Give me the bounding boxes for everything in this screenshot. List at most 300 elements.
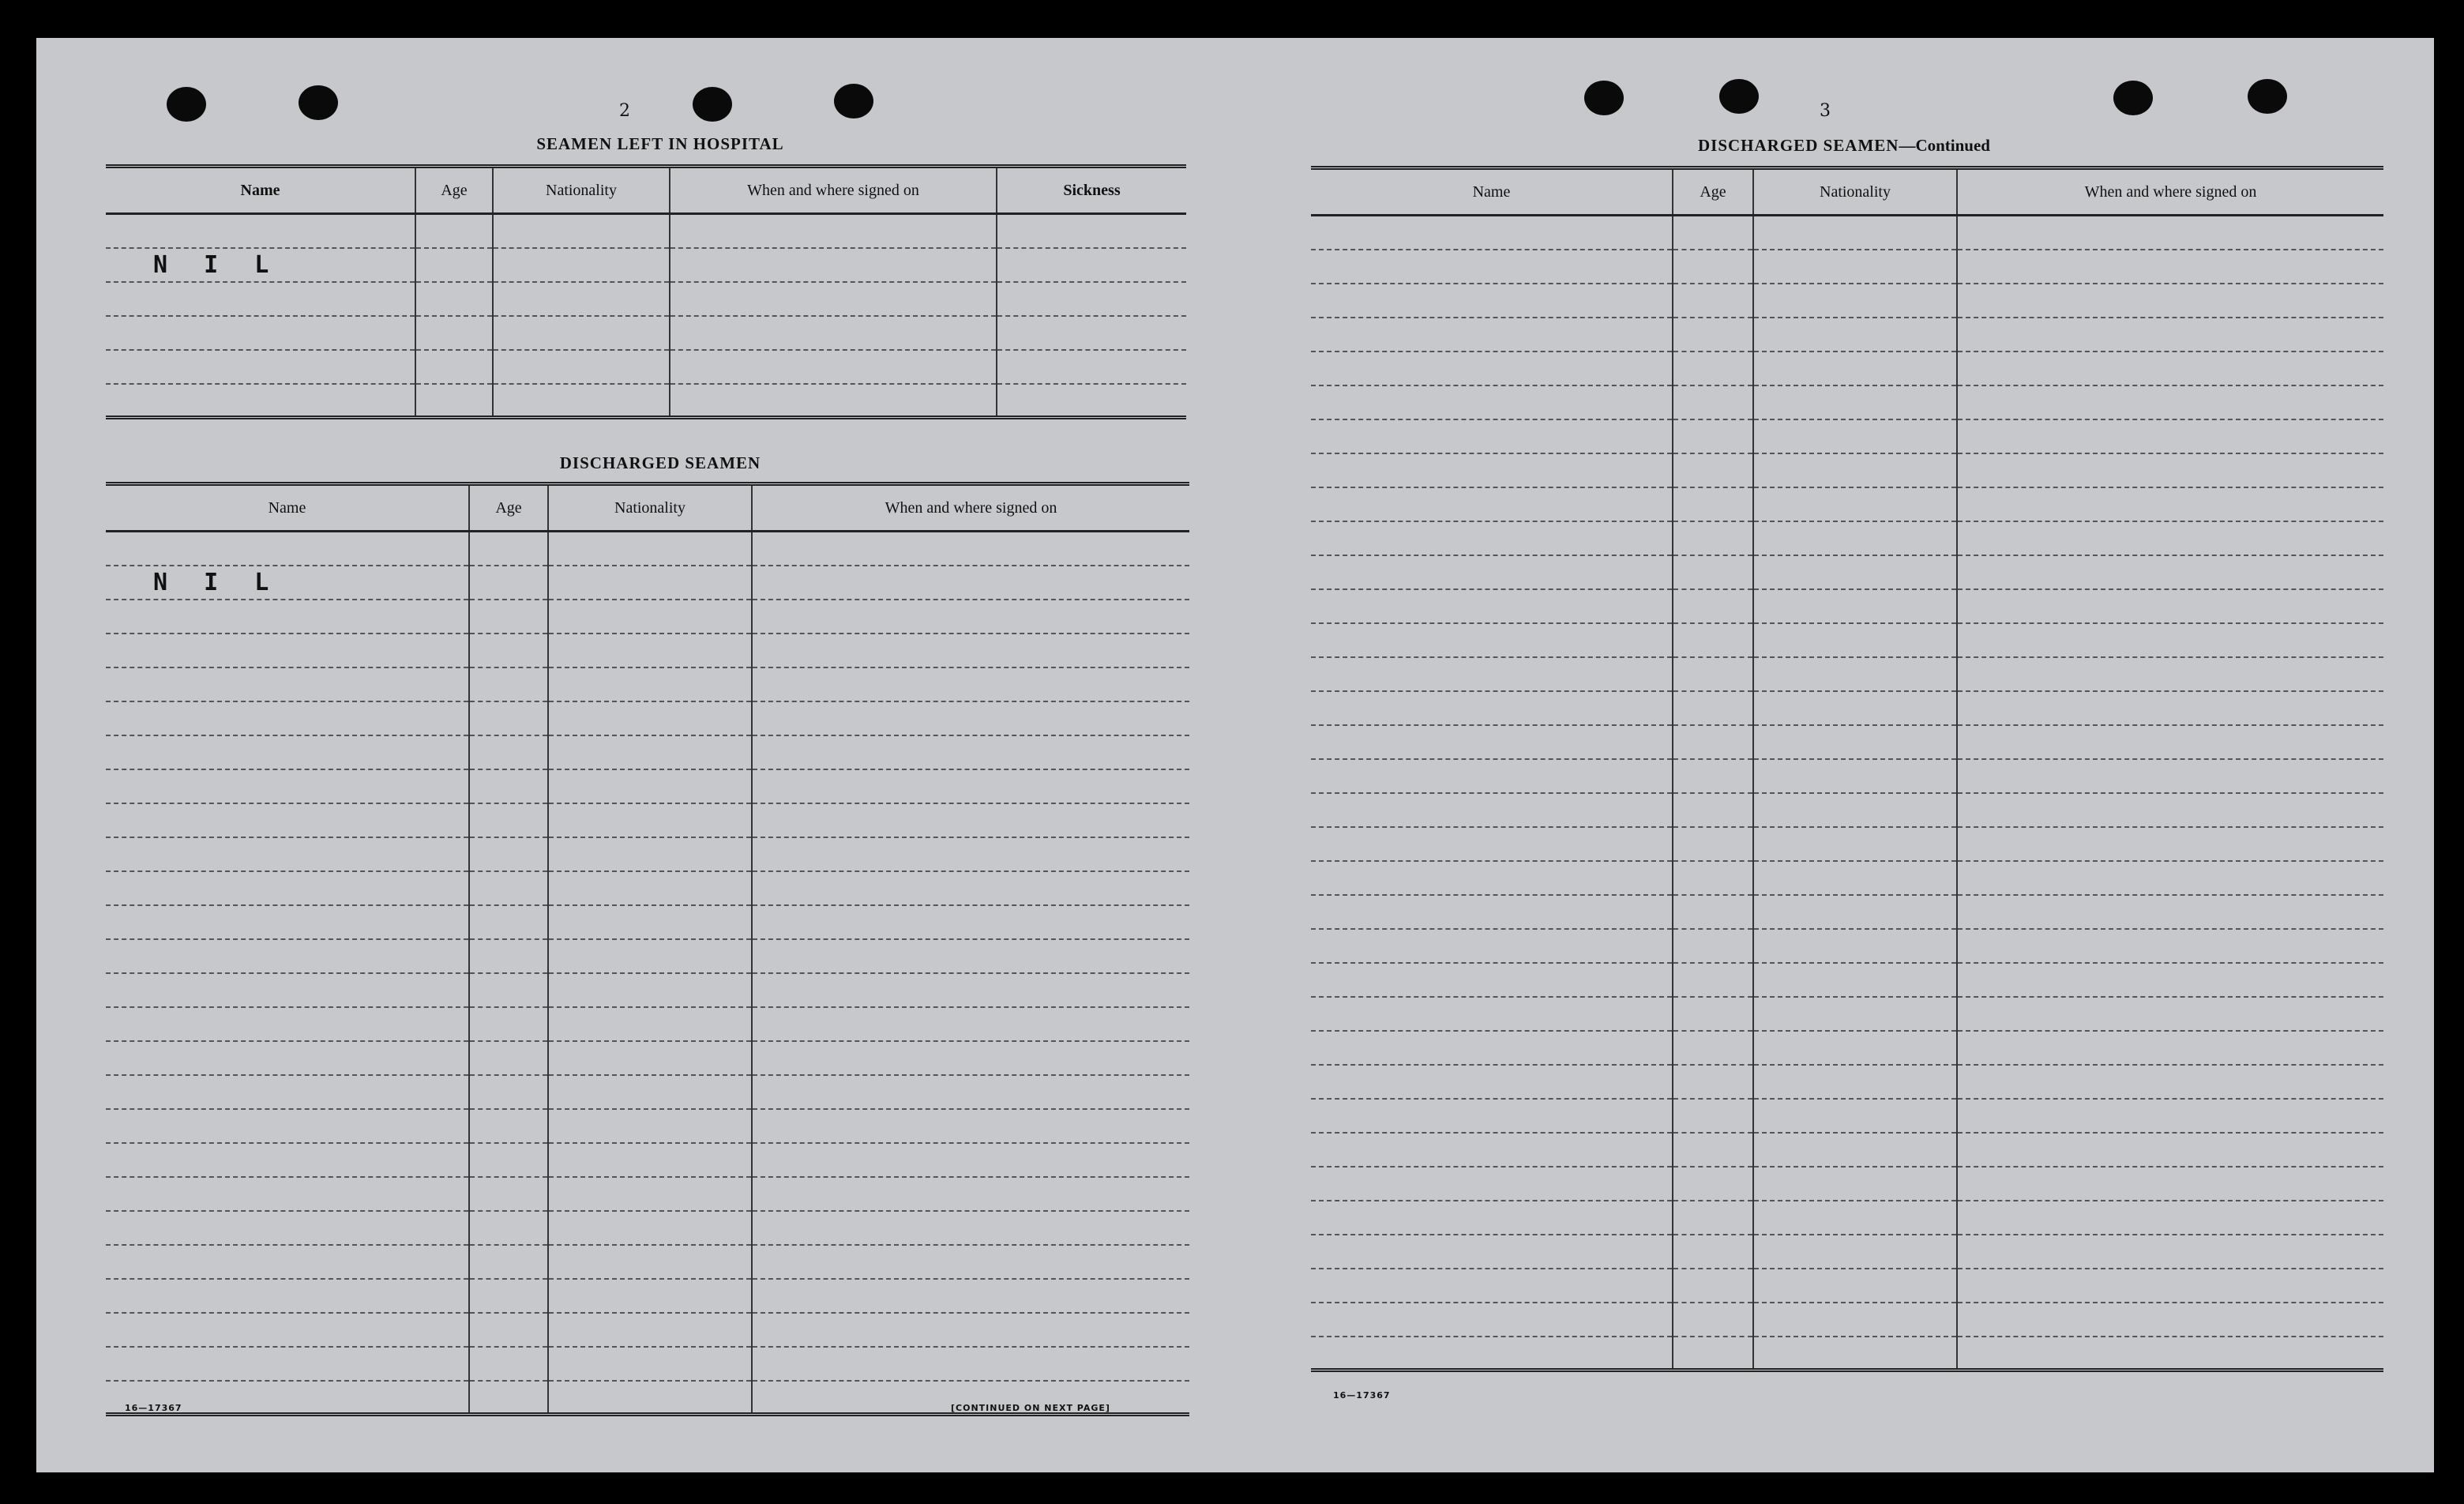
table-row — [1311, 1337, 2383, 1371]
table-cell — [752, 735, 1189, 769]
table-cell — [548, 634, 752, 667]
table-cell — [1311, 623, 1673, 657]
table-row — [1311, 929, 2383, 963]
table-cell — [752, 1279, 1189, 1313]
table-cell — [1753, 1133, 1957, 1167]
table-row — [106, 384, 1186, 418]
table-cell — [670, 316, 997, 350]
table-cell — [106, 1143, 469, 1177]
column-header-signed-on: When and where signed on — [752, 484, 1189, 532]
table-cell — [752, 973, 1189, 1007]
table-row — [106, 316, 1186, 350]
table-cell — [469, 905, 548, 939]
table-cell — [1311, 793, 1673, 827]
table-cell — [469, 1177, 548, 1211]
table-cell — [1311, 759, 1673, 793]
table-cell — [1673, 589, 1753, 623]
table-cell — [1753, 1167, 1957, 1201]
table-cell — [469, 1007, 548, 1041]
table-cell — [1753, 250, 1957, 284]
table-cell — [1753, 521, 1957, 555]
table-row — [106, 973, 1189, 1007]
punch-hole — [693, 87, 732, 122]
continued-section-title — [1311, 136, 2377, 156]
table-cell — [1311, 284, 1673, 318]
table-cell — [548, 1007, 752, 1041]
table-cell — [1753, 929, 1957, 963]
table-cell — [1957, 1133, 2383, 1167]
discharged-header-row — [106, 484, 1189, 532]
table-cell — [1673, 521, 1753, 555]
table-cell — [1957, 623, 2383, 657]
table-cell — [1753, 997, 1957, 1031]
table-cell — [469, 1279, 548, 1313]
table-row — [106, 248, 1186, 282]
table-cell — [469, 735, 548, 769]
table-cell — [1311, 1133, 1673, 1167]
table-cell — [106, 837, 469, 871]
table-cell — [548, 1347, 752, 1381]
table-cell — [106, 871, 469, 905]
table-cell — [106, 316, 415, 350]
left-page-number: 2 — [619, 101, 630, 121]
table-row — [106, 1143, 1189, 1177]
table-row — [106, 1041, 1189, 1075]
table-cell — [1673, 1133, 1753, 1167]
table-cell — [1311, 1031, 1673, 1065]
table-cell — [415, 350, 493, 384]
table-cell — [1311, 589, 1673, 623]
table-cell — [1753, 963, 1957, 997]
table-cell — [1957, 895, 2383, 929]
table-row — [1311, 1235, 2383, 1269]
table-cell — [1673, 1065, 1753, 1099]
table-cell — [548, 667, 752, 701]
table-cell — [1957, 318, 2383, 352]
punch-hole — [1719, 79, 1759, 114]
table-cell — [1673, 691, 1753, 725]
table-cell — [1957, 861, 2383, 895]
table-cell — [548, 1381, 752, 1415]
table-cell — [752, 769, 1189, 803]
table-cell — [752, 1245, 1189, 1279]
table-cell — [548, 1211, 752, 1245]
table-cell — [106, 282, 415, 316]
table-cell — [752, 634, 1189, 667]
table-row — [106, 566, 1189, 600]
discharged-continued-table — [1311, 166, 2383, 1372]
table-cell — [1957, 1337, 2383, 1371]
table-cell — [1753, 657, 1957, 691]
table-cell — [106, 973, 469, 1007]
table-cell — [548, 701, 752, 735]
table-cell — [1753, 623, 1957, 657]
table-cell — [469, 634, 548, 667]
table-row — [1311, 963, 2383, 997]
table-cell — [415, 214, 493, 248]
table-row — [1311, 793, 2383, 827]
table-cell — [493, 350, 670, 384]
table-row — [106, 1177, 1189, 1211]
left-form-number: 16—17367 — [125, 1403, 182, 1413]
column-header-name: Name — [106, 484, 469, 532]
table-cell — [106, 600, 469, 634]
table-cell — [997, 214, 1186, 248]
table-cell — [548, 1313, 752, 1347]
table-row — [1311, 759, 2383, 793]
table-row — [106, 905, 1189, 939]
table-row — [106, 1109, 1189, 1143]
table-cell — [1753, 419, 1957, 453]
table-row — [106, 803, 1189, 837]
table-cell — [1957, 1235, 2383, 1269]
column-header-nationality: Nationality — [493, 167, 670, 214]
table-cell — [1753, 759, 1957, 793]
table-cell — [106, 1347, 469, 1381]
discharged-section-title: DISCHARGED SEAMEN — [559, 453, 761, 472]
table-row — [1311, 827, 2383, 861]
table-cell — [493, 384, 670, 418]
table-cell — [1957, 1303, 2383, 1337]
table-cell — [1673, 827, 1753, 861]
right-form-number: 16—17367 — [1333, 1390, 1391, 1401]
continued-table-body — [1311, 216, 2383, 1371]
table-row — [106, 667, 1189, 701]
table-cell — [1673, 318, 1753, 352]
table-row — [1311, 895, 2383, 929]
table-cell — [1673, 216, 1753, 250]
table-cell — [106, 214, 415, 248]
table-cell — [1753, 793, 1957, 827]
table-cell — [1311, 691, 1673, 725]
table-cell — [469, 803, 548, 837]
table-cell — [1311, 555, 1673, 589]
table-cell — [1311, 487, 1673, 521]
table-cell — [1957, 1201, 2383, 1235]
table-cell — [1673, 284, 1753, 318]
table-cell — [469, 871, 548, 905]
table-cell — [493, 282, 670, 316]
table-cell — [469, 600, 548, 634]
table-cell — [1753, 827, 1957, 861]
table-cell — [415, 248, 493, 282]
table-cell — [106, 384, 415, 418]
table-cell — [1311, 725, 1673, 759]
table-cell — [1753, 216, 1957, 250]
table-cell — [1753, 555, 1957, 589]
table-cell — [1311, 1337, 1673, 1371]
table-row — [106, 350, 1186, 384]
table-row — [106, 939, 1189, 973]
table-cell — [1673, 1201, 1753, 1235]
table-row — [1311, 453, 2383, 487]
table-cell — [469, 1211, 548, 1245]
table-row — [1311, 352, 2383, 385]
table-cell — [1311, 521, 1673, 555]
table-cell — [106, 939, 469, 973]
table-cell — [548, 1143, 752, 1177]
table-cell — [1311, 1269, 1673, 1303]
table-cell — [106, 1177, 469, 1211]
table-row — [1311, 1167, 2383, 1201]
table-cell — [106, 769, 469, 803]
table-cell — [752, 939, 1189, 973]
table-cell — [469, 939, 548, 973]
table-cell — [1753, 861, 1957, 895]
table-cell — [548, 735, 752, 769]
table-cell — [752, 905, 1189, 939]
hospital-table — [106, 164, 1186, 419]
table-cell — [752, 1313, 1189, 1347]
table-cell — [1957, 793, 2383, 827]
table-row — [1311, 725, 2383, 759]
table-cell — [1311, 419, 1673, 453]
table-cell — [997, 248, 1186, 282]
column-header-age: Age — [1673, 168, 1753, 216]
discharged-table — [106, 482, 1189, 1416]
table-cell — [1311, 1303, 1673, 1337]
table-cell — [1753, 589, 1957, 623]
table-cell — [997, 384, 1186, 418]
table-cell — [1673, 555, 1753, 589]
table-cell — [1957, 521, 2383, 555]
table-cell — [1957, 385, 2383, 419]
table-cell — [1673, 963, 1753, 997]
table-row — [1311, 861, 2383, 895]
table-cell — [548, 905, 752, 939]
table-cell — [1957, 453, 2383, 487]
table-cell — [1673, 759, 1753, 793]
table-cell — [1957, 929, 2383, 963]
table-cell — [1673, 1337, 1753, 1371]
table-cell — [493, 214, 670, 248]
table-cell — [106, 1109, 469, 1143]
table-cell — [1753, 453, 1957, 487]
table-cell — [1957, 1167, 2383, 1201]
table-cell — [1753, 691, 1957, 725]
table-row — [1311, 1133, 2383, 1167]
column-header-sickness: Sickness — [997, 167, 1186, 214]
table-cell — [670, 214, 997, 248]
table-cell — [1957, 691, 2383, 725]
table-cell — [1673, 793, 1753, 827]
table-cell — [1673, 1099, 1753, 1133]
table-cell — [670, 248, 997, 282]
table-row — [1311, 1099, 2383, 1133]
table-cell — [106, 701, 469, 735]
table-cell — [1311, 997, 1673, 1031]
table-cell — [106, 1075, 469, 1109]
table-cell — [1957, 419, 2383, 453]
table-cell — [1753, 1303, 1957, 1337]
table-row — [1311, 487, 2383, 521]
punch-hole — [2248, 79, 2287, 114]
table-row — [1311, 1065, 2383, 1099]
table-cell — [1753, 1031, 1957, 1065]
table-cell — [1753, 1337, 1957, 1371]
table-cell — [469, 1109, 548, 1143]
table-row — [106, 600, 1189, 634]
table-cell — [106, 1041, 469, 1075]
table-cell — [106, 1245, 469, 1279]
column-header-name: Name — [1311, 168, 1673, 216]
table-cell — [106, 1211, 469, 1245]
continued-title-main: DISCHARGED SEAMEN — [1698, 136, 1899, 155]
table-cell — [1753, 725, 1957, 759]
table-row — [1311, 1269, 2383, 1303]
table-cell — [469, 1347, 548, 1381]
table-cell — [1311, 861, 1673, 895]
table-cell — [548, 600, 752, 634]
table-row — [106, 1245, 1189, 1279]
table-cell — [1311, 657, 1673, 691]
table-cell — [106, 634, 469, 667]
table-cell — [1957, 1031, 2383, 1065]
table-cell — [752, 1347, 1189, 1381]
table-cell — [1753, 352, 1957, 385]
table-cell — [752, 1041, 1189, 1075]
table-row — [1311, 623, 2383, 657]
table-cell — [469, 1075, 548, 1109]
column-header-age: Age — [469, 484, 548, 532]
table-cell — [548, 973, 752, 1007]
hospital-table-body — [106, 214, 1186, 418]
table-row — [106, 701, 1189, 735]
table-cell — [1673, 623, 1753, 657]
table-cell — [752, 1109, 1189, 1143]
table-cell — [469, 667, 548, 701]
table-cell — [493, 248, 670, 282]
table-cell — [106, 905, 469, 939]
table-cell — [670, 282, 997, 316]
table-row — [1311, 318, 2383, 352]
table-cell — [752, 532, 1189, 566]
table-cell — [1957, 963, 2383, 997]
table-cell — [1673, 657, 1753, 691]
table-row — [106, 634, 1189, 667]
table-cell — [1311, 1167, 1673, 1201]
table-cell — [1957, 657, 2383, 691]
table-cell — [1753, 895, 1957, 929]
table-row — [106, 1347, 1189, 1381]
table-cell — [1957, 725, 2383, 759]
table-cell — [469, 1381, 548, 1415]
table-cell — [1311, 1201, 1673, 1235]
table-row — [1311, 385, 2383, 419]
table-cell — [548, 1041, 752, 1075]
table-row — [1311, 521, 2383, 555]
table-row — [1311, 555, 2383, 589]
table-cell — [1311, 385, 1673, 419]
discharged-table-body — [106, 532, 1189, 1415]
table-cell — [1311, 453, 1673, 487]
table-cell — [548, 769, 752, 803]
column-header-name: Name — [106, 167, 415, 214]
table-cell — [1673, 1031, 1753, 1065]
table-cell — [415, 316, 493, 350]
table-cell — [1957, 284, 2383, 318]
table-cell: N I L — [106, 248, 415, 282]
table-cell — [1311, 1065, 1673, 1099]
table-cell — [469, 1245, 548, 1279]
table-cell — [493, 316, 670, 350]
table-cell — [1673, 250, 1753, 284]
table-cell — [415, 384, 493, 418]
punch-hole — [2113, 81, 2153, 115]
table-row — [1311, 419, 2383, 453]
table-cell — [106, 735, 469, 769]
table-cell — [752, 871, 1189, 905]
table-cell — [752, 667, 1189, 701]
document-sheet — [36, 38, 2434, 1472]
table-cell — [1957, 1099, 2383, 1133]
continued-note: [CONTINUED ON NEXT PAGE] — [951, 1403, 1110, 1413]
table-cell — [1957, 1065, 2383, 1099]
table-cell — [670, 350, 997, 384]
column-header-nationality: Nationality — [1753, 168, 1957, 216]
table-cell — [1957, 555, 2383, 589]
table-cell — [1673, 997, 1753, 1031]
table-cell — [1753, 1201, 1957, 1235]
punch-hole — [167, 87, 206, 122]
table-cell — [1311, 250, 1673, 284]
table-cell — [106, 1279, 469, 1313]
table-row — [106, 735, 1189, 769]
table-cell — [752, 600, 1189, 634]
table-cell — [469, 973, 548, 1007]
table-row — [1311, 997, 2383, 1031]
table-cell — [1957, 997, 2383, 1031]
table-cell — [548, 803, 752, 837]
table-cell — [1311, 216, 1673, 250]
table-row — [1311, 1303, 2383, 1337]
table-row — [106, 1313, 1189, 1347]
table-cell — [1311, 929, 1673, 963]
table-cell: N I L — [106, 566, 469, 600]
table-cell — [1311, 1235, 1673, 1269]
table-cell — [997, 316, 1186, 350]
table-row — [106, 769, 1189, 803]
table-cell — [106, 667, 469, 701]
table-cell — [1957, 1269, 2383, 1303]
table-row — [1311, 284, 2383, 318]
table-cell — [1673, 895, 1753, 929]
table-row — [1311, 1031, 2383, 1065]
continued-header-row — [1311, 168, 2383, 216]
table-cell — [1753, 1269, 1957, 1303]
table-cell — [1753, 487, 1957, 521]
table-cell — [548, 1075, 752, 1109]
table-cell — [1673, 1269, 1753, 1303]
table-cell — [469, 566, 548, 600]
table-cell — [469, 1143, 548, 1177]
table-cell — [1957, 589, 2383, 623]
column-header-age: Age — [415, 167, 493, 214]
table-cell — [1753, 385, 1957, 419]
punch-hole — [299, 85, 338, 120]
table-row — [106, 1075, 1189, 1109]
table-cell — [415, 282, 493, 316]
table-cell — [997, 350, 1186, 384]
table-cell — [1311, 352, 1673, 385]
table-cell — [1753, 1065, 1957, 1099]
column-header-signed-on: When and where signed on — [1957, 168, 2383, 216]
right-page-number: 3 — [1820, 101, 1831, 121]
table-cell — [997, 282, 1186, 316]
table-cell — [106, 1007, 469, 1041]
table-cell — [752, 803, 1189, 837]
table-cell — [1957, 216, 2383, 250]
